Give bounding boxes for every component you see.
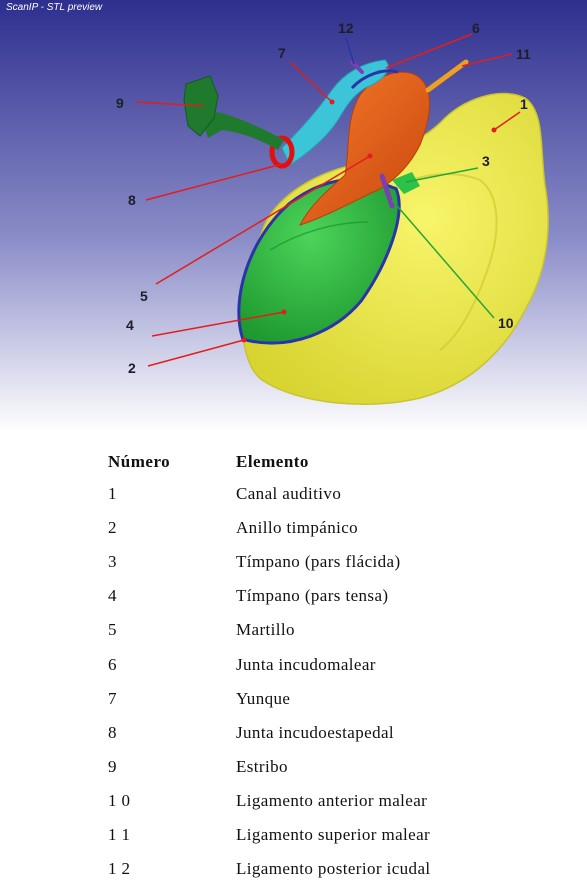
legend-number: 8 xyxy=(108,722,117,742)
legend-element: Tímpano (pars tensa) xyxy=(236,586,389,606)
legend-element: Martillo xyxy=(236,620,295,640)
legend-number: 1 1 xyxy=(108,824,131,844)
callout-12: 12 xyxy=(338,20,354,36)
callout-3: 3 xyxy=(482,153,490,169)
callout-9: 9 xyxy=(116,95,124,111)
legend-number: 1 xyxy=(108,484,117,504)
legend-element: Yunque xyxy=(236,688,291,708)
legend-element: Ligamento superior malear xyxy=(236,824,431,844)
legend-row xyxy=(108,545,528,579)
leader-dot-7 xyxy=(330,100,335,105)
legend-header-element: Elemento xyxy=(236,452,309,471)
leader-dot-4 xyxy=(282,310,287,315)
callout-10: 10 xyxy=(498,315,514,331)
legend-number: 1 0 xyxy=(108,790,131,810)
legend-row xyxy=(108,784,528,818)
legend-row xyxy=(108,477,528,511)
legend-number: 6 xyxy=(108,654,117,674)
legend-number: 1 2 xyxy=(108,859,131,879)
legend-table xyxy=(108,447,528,886)
legend-header-number: Número xyxy=(108,452,171,471)
ear-model-render xyxy=(0,0,587,432)
legend-element: Ligamento posterior icudal xyxy=(236,859,431,879)
callout-8: 8 xyxy=(128,192,136,208)
callout-4: 4 xyxy=(126,317,134,333)
legend-row xyxy=(108,647,528,681)
legend-row xyxy=(108,579,528,613)
viewport-title: ScanIP - STL preview xyxy=(6,2,103,13)
legend-row xyxy=(108,511,528,545)
legend-element: Tímpano (pars flácida) xyxy=(236,552,401,572)
legend-element: Ligamento anterior malear xyxy=(236,790,428,810)
legend-element: Anillo timpánico xyxy=(236,518,359,538)
legend-element: Junta incudomalear xyxy=(236,654,376,674)
legend-number: 4 xyxy=(108,586,117,606)
callout-6: 6 xyxy=(472,20,480,36)
legend-number: 5 xyxy=(108,620,117,640)
callout-7: 7 xyxy=(278,45,286,61)
legend-number: 7 xyxy=(108,688,117,708)
legend-header xyxy=(108,447,528,477)
callout-5: 5 xyxy=(140,288,148,304)
legend-element: Canal auditivo xyxy=(236,484,342,504)
legend-row xyxy=(108,613,528,647)
legend-element: Estribo xyxy=(236,756,288,776)
legend-row xyxy=(108,682,528,716)
legend-row xyxy=(108,818,528,852)
legend-row xyxy=(108,716,528,750)
leader-dot-5 xyxy=(368,154,373,159)
anatomy-figure xyxy=(0,0,587,432)
leader-dot-2 xyxy=(242,338,247,343)
legend-number: 9 xyxy=(108,756,117,776)
legend-element: Junta incudoestapedal xyxy=(236,722,395,742)
callout-11: 11 xyxy=(516,46,531,62)
legend-row xyxy=(108,852,528,886)
legend-row xyxy=(108,750,528,784)
leader-dot-1 xyxy=(492,128,497,133)
legend-number: 3 xyxy=(108,552,117,572)
callout-1: 1 xyxy=(520,96,528,112)
legend-number: 2 xyxy=(108,518,117,538)
callout-2: 2 xyxy=(128,360,136,376)
